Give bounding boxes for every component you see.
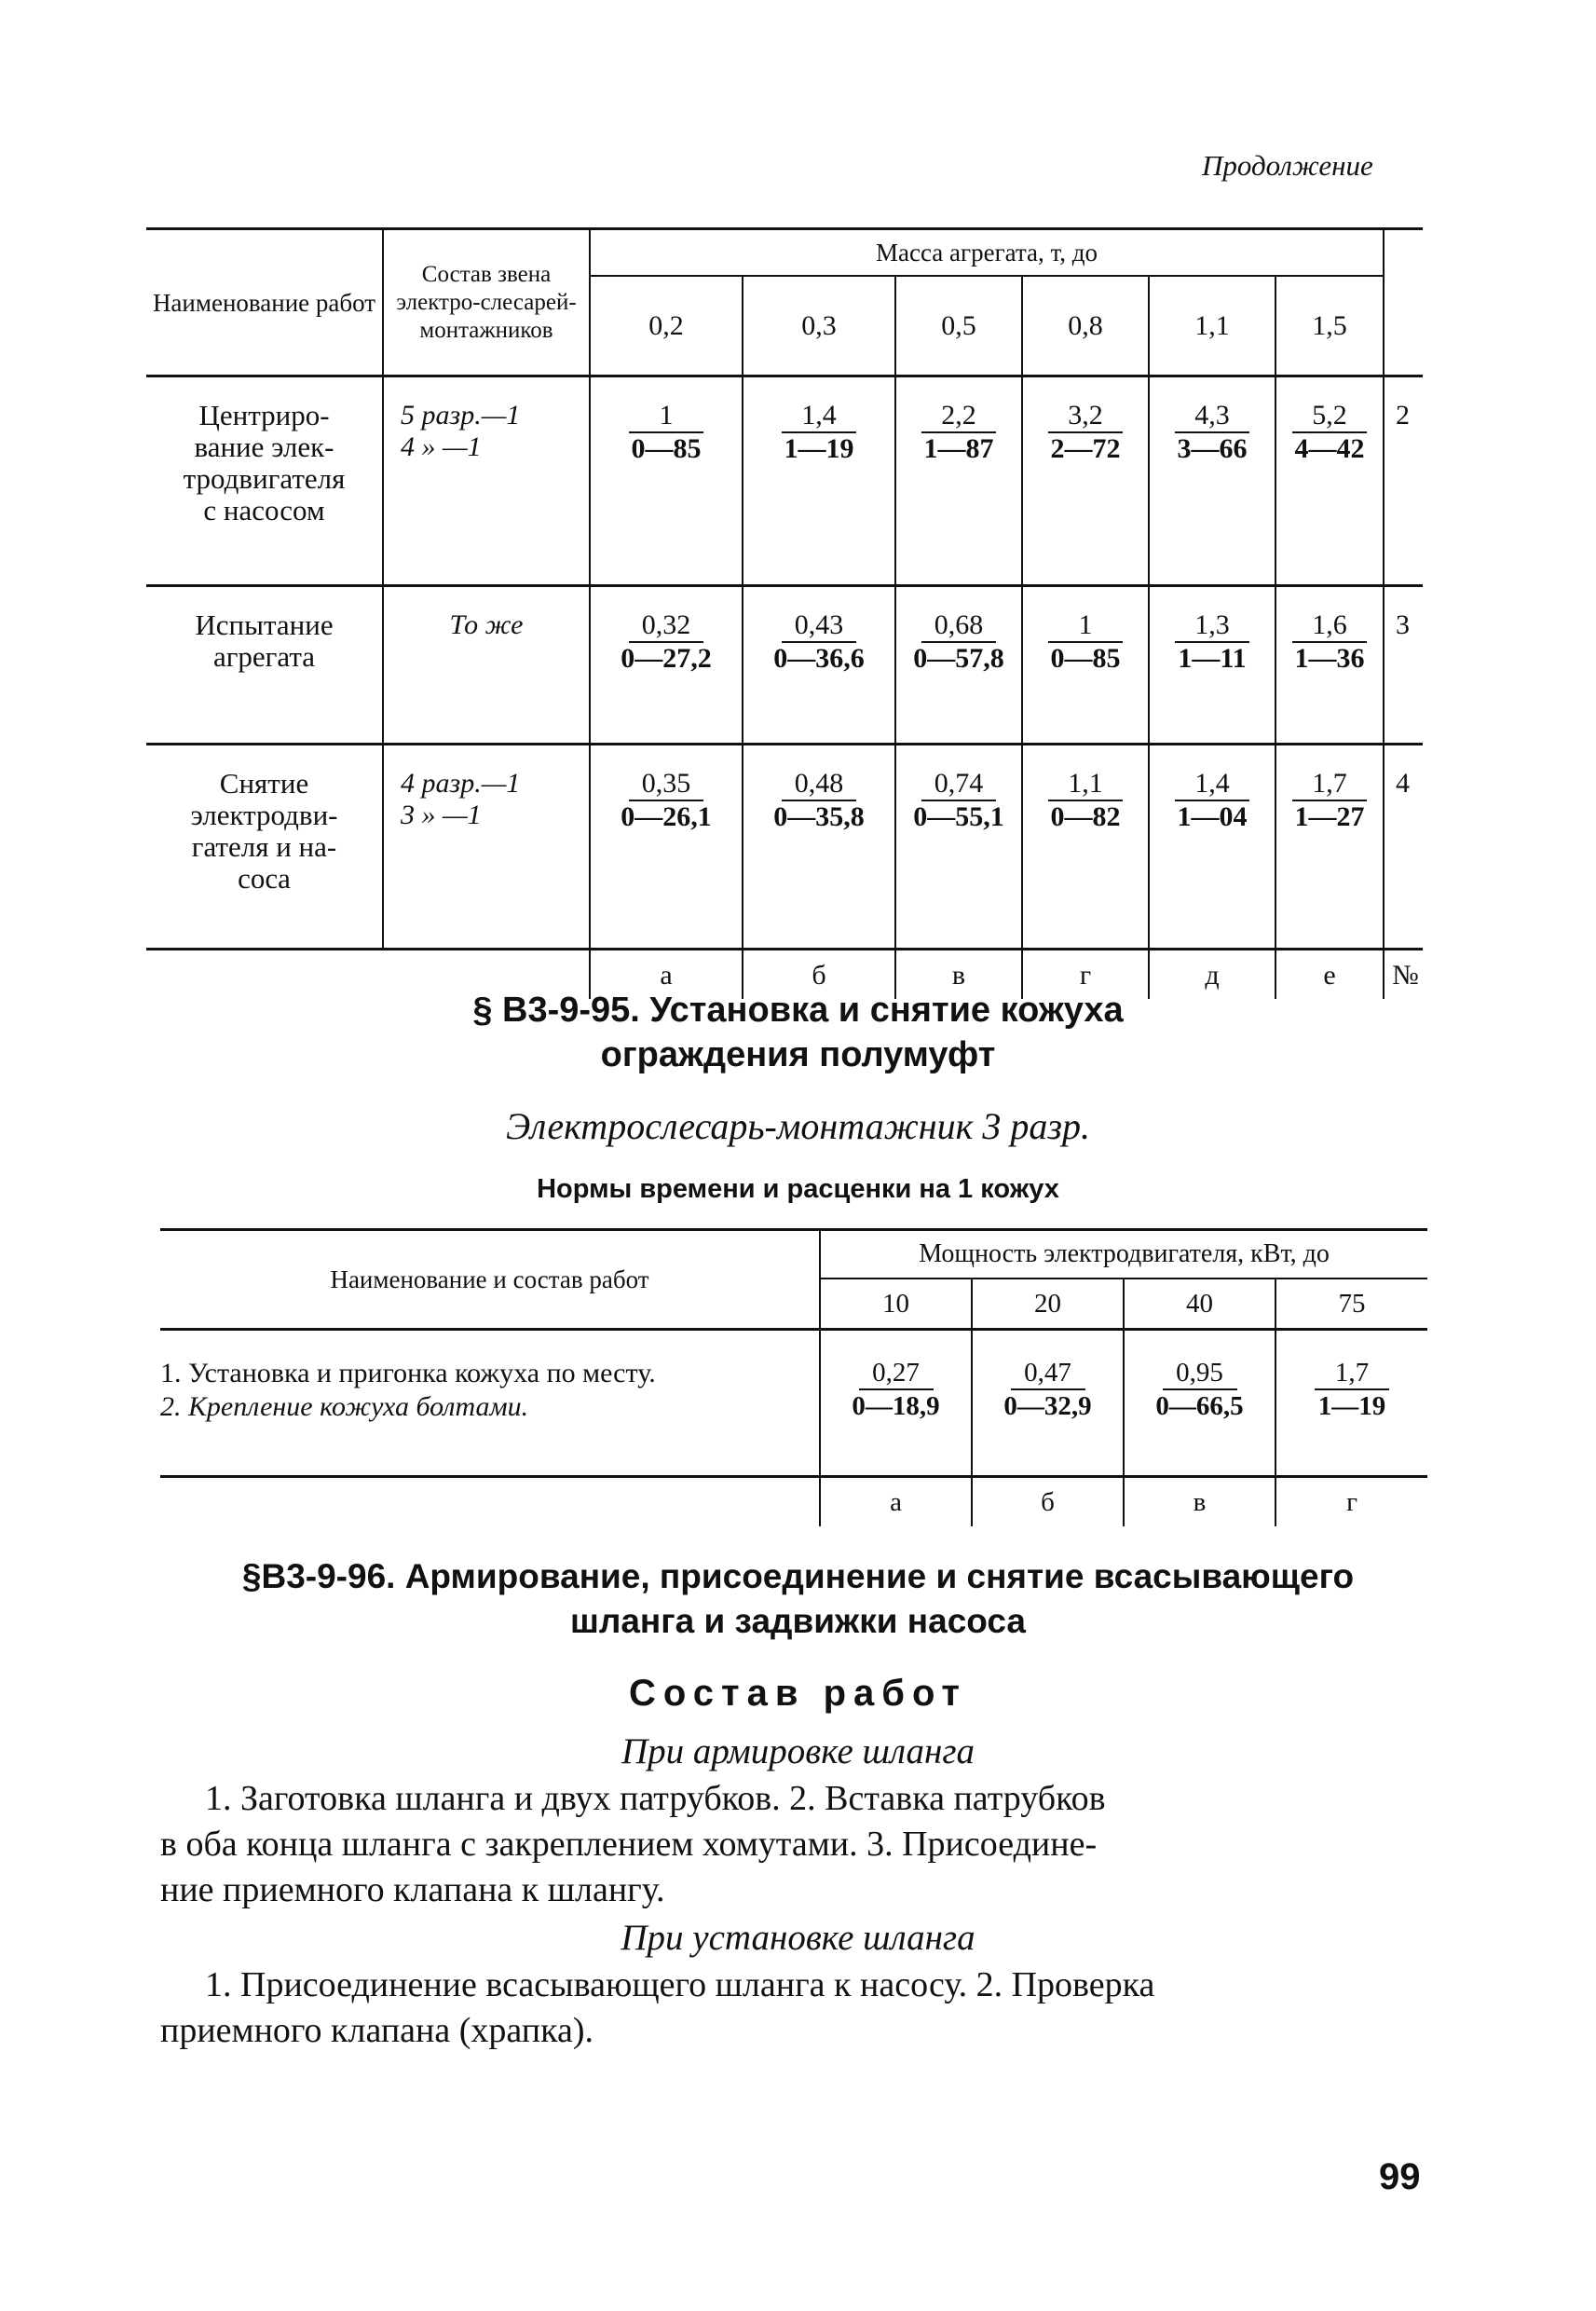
crew-composition: 5 разр.—1 4 » —1	[383, 376, 590, 586]
norms-table-1	[146, 227, 1423, 999]
value-cell: 4,3 3—66	[1149, 376, 1275, 586]
value-cell: 0,35 0—26,1	[590, 745, 743, 950]
value-cell: 0,68 0—57,8	[895, 586, 1022, 745]
work-name: Центриро- вание элек- тродвигателя с насосом	[146, 376, 383, 586]
col-letter: е	[1275, 950, 1384, 1000]
row-number: 4	[1384, 745, 1423, 950]
section-96-title: §В3-9-96. Армирование, присоединение и снятие всасывающего шланга и задвижки насоса	[241, 1557, 1355, 1640]
work-name: Испытание агрегата	[146, 586, 383, 745]
row-number: 3	[1384, 586, 1423, 745]
value-cell: 1 0—85	[590, 376, 743, 586]
header-blank	[1384, 229, 1423, 376]
col-link-header: Состав звена электро-слесарей-монтажников	[383, 229, 590, 376]
col-letter: а	[590, 950, 743, 1000]
mass-4: 1,1	[1149, 276, 1275, 376]
value-cell: 1,4 1—19	[743, 376, 895, 586]
mass-5: 1,5	[1275, 276, 1384, 376]
value-cell: 1,4 1—04	[1149, 745, 1275, 950]
composition-heading: Состав работ	[629, 1673, 967, 1714]
number-label: №	[1384, 950, 1423, 1000]
value-cell: 1,1 0—82	[1022, 745, 1149, 950]
mass-0: 0,2	[590, 276, 743, 376]
crew-composition: То же	[383, 586, 590, 745]
power-1: 20	[972, 1279, 1124, 1330]
subheading-armoring: При армировке шланга	[621, 1731, 975, 1771]
row-number: 2	[1384, 376, 1423, 586]
crew-composition: 4 разр.—1 3 » —1	[383, 745, 590, 950]
table-row	[146, 586, 1423, 745]
value-cell: 0,47 0—32,9	[972, 1330, 1124, 1477]
col-letter: г	[1022, 950, 1149, 1000]
page-number: 99	[1379, 2156, 1421, 2197]
col-letter: г	[1275, 1477, 1427, 1527]
value-cell: 1,6 1—36	[1275, 586, 1384, 745]
value-cell: 0,27 0—18,9	[820, 1330, 972, 1477]
letters-blank	[160, 1477, 820, 1527]
value-cell: 0,43 0—36,6	[743, 586, 895, 745]
norms-table-2	[160, 1228, 1427, 1526]
col-letter: а	[820, 1477, 972, 1527]
value-cell: 2,2 1—87	[895, 376, 1022, 586]
power-3: 75	[1275, 1279, 1427, 1330]
value-cell: 0,48 0—35,8	[743, 745, 895, 950]
col-letter: в	[895, 950, 1022, 1000]
col-letter: в	[1124, 1477, 1275, 1527]
paragraph-installation: 1. Присоединение всасывающего шланга к насосу. 2. Проверка приемного клапана (храпка).	[160, 1965, 1155, 2050]
col-work-header: Наименование работ	[152, 288, 376, 317]
subheading-installation: При установке шланга	[621, 1918, 975, 1958]
mass-1: 0,3	[743, 276, 895, 376]
work-composition: 1. Установка и пригонка кожуха по месту. 2. Крепление кожуха болтами.	[160, 1358, 656, 1422]
mass-3: 0,8	[1022, 276, 1149, 376]
value-cell: 3,2 2—72	[1022, 376, 1149, 586]
mass-2: 0,5	[895, 276, 1022, 376]
value-cell: 1,7 1—19	[1275, 1330, 1427, 1477]
value-cell: 0,74 0—55,1	[895, 745, 1022, 950]
col-work-header: Наименование и состав работ	[330, 1265, 649, 1293]
worker-grade: Электрослесарь-монтажник 3 разр.	[506, 1105, 1090, 1147]
table-row	[146, 745, 1423, 950]
table-row	[160, 1330, 1427, 1477]
work-name: Снятие электродви- гателя и на- coca	[146, 745, 383, 950]
col-letter: б	[972, 1477, 1124, 1527]
norms-caption: Нормы времени и расценки на 1 кожух	[537, 1174, 1059, 1204]
table-row	[146, 376, 1423, 586]
section-95-title: § В3-9-95. Установка и снятие кожуха ограждения полумуфт	[472, 991, 1124, 1074]
col-letter: б	[743, 950, 895, 1000]
mass-header: Масса агрегата, т, до	[590, 229, 1384, 277]
value-cell: 0,32 0—27,2	[590, 586, 743, 745]
col-letter: д	[1149, 950, 1275, 1000]
value-cell: 0,95 0—66,5	[1124, 1330, 1275, 1477]
value-cell: 1,7 1—27	[1275, 745, 1384, 950]
power-2: 40	[1124, 1279, 1275, 1330]
value-cell: 5,2 4—42	[1275, 376, 1384, 586]
value-cell: 1,3 1—11	[1149, 586, 1275, 745]
paragraph-armoring: 1. Заготовка шланга и двух патрубков. 2. Вставка патрубков в оба конца шланга с закреплением хомутами. 3. Присоедине- ние приемного клапана к шлангу.	[160, 1779, 1106, 1909]
power-0: 10	[820, 1279, 972, 1330]
continuation-label: Продолжение	[1202, 149, 1373, 182]
value-cell: 1 0—85	[1022, 586, 1149, 745]
power-header: Мощность электродвигателя, кВт, до	[820, 1230, 1427, 1279]
